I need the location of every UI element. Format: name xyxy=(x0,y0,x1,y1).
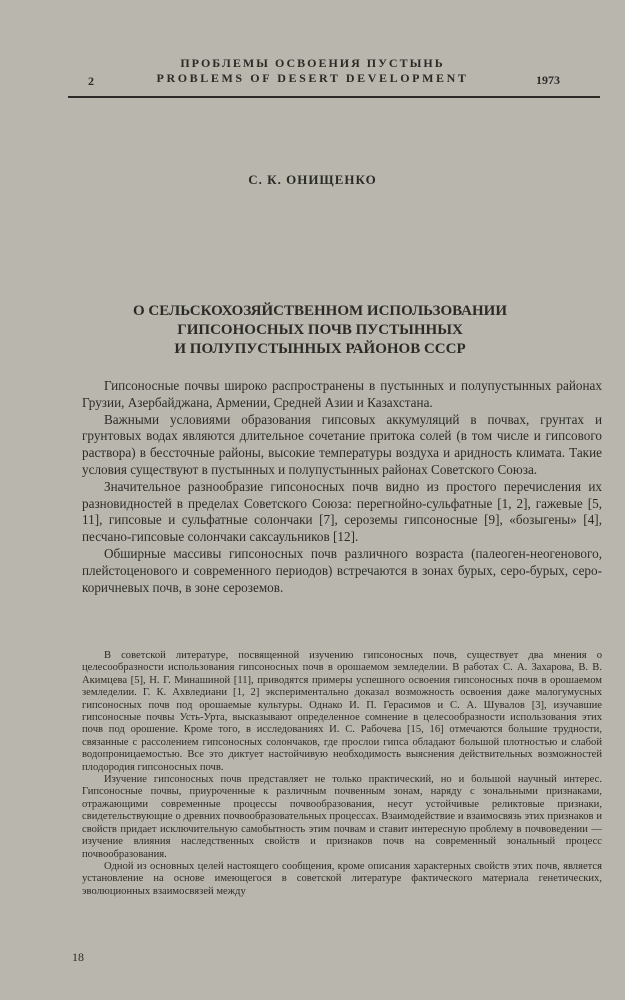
header-rule xyxy=(68,96,600,98)
body-paragraph: Обширные массивы гипсоносных почв различного возраста (палеоген-неогенового, плейстоценового и современного периодов) встречаются в зонах бурых, серо-бурых, серо-коричневых почв, в зоне сероземов. xyxy=(82,545,602,595)
small-paragraph: В советской литературе, посвященной изучению гипсоносных почв, существует два мнения о целесообразности использования гипсоносных почв в орошаемом земледелии. В работах С. А. Захарова, В. В. Акимцева [5], Н. Г. Минашиной [11], приводятся примеры успешного освоения гипсоносных почв в орошаемом земледелии. Г. К. Ахвледиани [1, 2] экспериментально доказал возможность освоения даже малогумусных гипсоносных почв под орошаемые культуры. Однако И. П. Герасимов и С. А. Шувалов [3], изучавшие гипсоносные почвы Усть-Урта, высказывают определенное сомнение в целесообразности использования этих почв под орошение. Кроме того, в исследованиях И. С. Рабочева [15, 16] отмечаются большие трудности, связанные с рассолением гипсоносных солончаков, где прослои гипса обладают большой плотностью и слабой водопроницаемостью. Все это диктует настойчивую необходимость выяснения действительных возможностей плодородия гипсоносных почв. xyxy=(82,650,602,773)
article-author: С. К. ОНИЩЕНКО xyxy=(248,172,377,187)
page-number: 18 xyxy=(72,950,84,964)
small-paragraph: Одной из основных целей настоящего сообщения, кроме описания характерных свойств этих почв, является установление на основе имеющегося в советской литературе фактического материала генетических, эволюционных взаимосвязей между xyxy=(82,860,602,897)
issue-year: 1973 xyxy=(536,73,560,87)
article-body xyxy=(82,378,602,596)
body-paragraph: Важными условиями образования гипсовых аккумуляций в почвах, грунтах и грунтовых водах являются длительное сочетание притока солей (в том числе и гипсового раствора) в бессточные районы, высокие температуры воздуха и аридность климата. Такие условия существуют в пустынных и полупустынных районах Советского Союза. xyxy=(82,411,602,477)
title-line: ГИПСОНОСНЫХ ПОЧВ ПУСТЫННЫХ xyxy=(177,322,463,338)
issue-number: 2 xyxy=(88,74,94,88)
running-header xyxy=(0,40,625,100)
title-line: О СЕЛЬСКОХОЗЯЙСТВЕННОМ ИСПОЛЬЗОВАНИИ xyxy=(132,303,508,319)
article-small-print xyxy=(82,650,602,898)
journal-title-en: PROBLEMS OF DESERT DEVELOPMENT xyxy=(156,71,469,85)
title-line: И ПОЛУПУСТЫННЫХ РАЙОНОВ СССР xyxy=(174,341,466,357)
body-paragraph: Гипсоносные почвы широко распространены в пустынных и полупустынных районах Грузии, Азербайджана, Армении, Средней Азии и Казахстана. xyxy=(82,378,602,410)
small-paragraph: Изучение гипсоносных почв представляет не только практический, но и большой научный интерес. Гипсоносные почвы, приуроченные к различным почвенным зонам, наряду с зональными признаками, отражающими современные процессы почвообразования, несут устойчивые реликтовые признаки, свидетельствующие о древних почвообразовательных процессах. Взаимодействие и взаимосвязь этих признаков и свойств придает исключительную самобытность этим почвам и ставит интересную проблему в почвоведении — изучение влияния наследственных свойств и признаков почв на современный зональный процесс почвообразования. xyxy=(82,774,602,860)
journal-title-ru: ПРОБЛЕМЫ ОСВОЕНИЯ ПУСТЫНЬ xyxy=(180,56,445,70)
body-paragraph: Значительное разнообразие гипсоносных почв видно из простого перечисления их разновидностей в пределах Советского Союза: перегнойно-сульфатные [1, 2], гажевые [5, 11], гипсовые и сульфатные солончаки [7], сероземы гипсоносные [9], «бозыгены» [4], песчано-гипсовые солончаки саксаульников [12]. xyxy=(82,478,602,545)
article-title xyxy=(90,302,550,359)
